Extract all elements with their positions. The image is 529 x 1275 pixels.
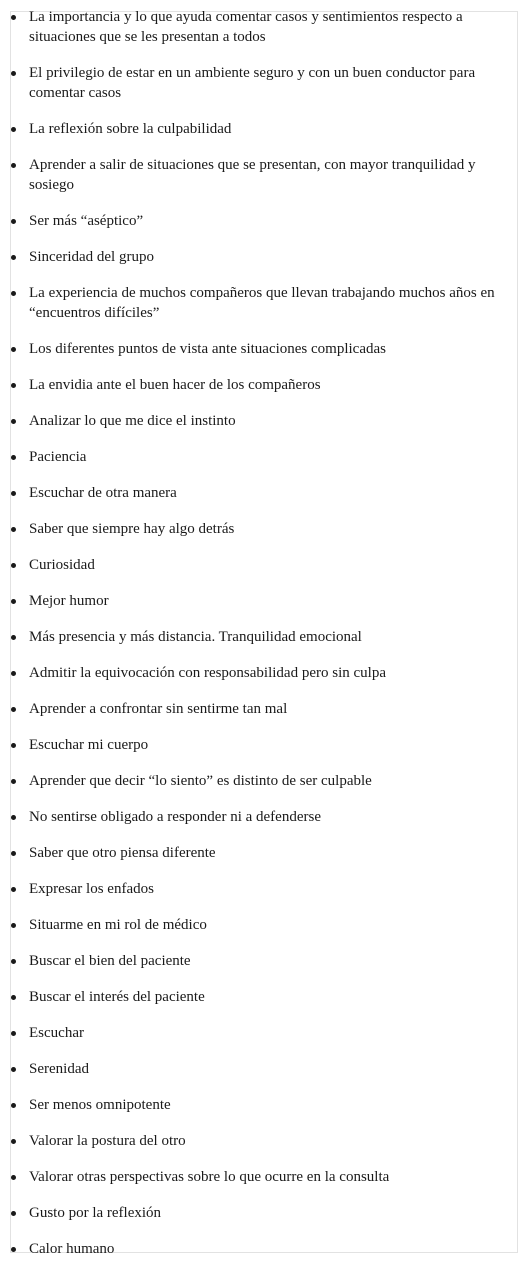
- list-item: [0, 843, 529, 863]
- list-item: [0, 519, 529, 539]
- list-item: [0, 807, 529, 827]
- list-item: [0, 155, 529, 195]
- bullet-icon: [11, 599, 16, 604]
- bullet-icon: [11, 219, 16, 224]
- list-item: [0, 247, 529, 267]
- list-item-text: Mejor humor: [29, 593, 109, 609]
- list-item-text: Más presencia y más distancia. Tranquilidad emocional: [29, 629, 362, 645]
- list-item: [0, 1239, 529, 1259]
- list-item-text: Aprender que decir “lo siento” es distinto de ser culpable: [29, 773, 372, 789]
- bullet-icon: [11, 71, 16, 76]
- list-item: [0, 63, 529, 103]
- list-item: [0, 1095, 529, 1115]
- list-item-text: Analizar lo que me dice el instinto: [29, 413, 236, 429]
- list-item-text: Escuchar: [29, 1025, 84, 1041]
- list-item: [0, 1167, 529, 1187]
- list-item-text: Curiosidad: [29, 557, 95, 573]
- list-item-text: Situarme en mi rol de médico: [29, 917, 207, 933]
- list-item: [0, 1059, 529, 1079]
- list-item: [0, 735, 529, 755]
- bullet-icon: [11, 1211, 16, 1216]
- bullet-icon: [11, 383, 16, 388]
- list-item-text: Buscar el interés del paciente: [29, 989, 205, 1005]
- bullet-icon: [11, 291, 16, 296]
- list-item: [0, 951, 529, 971]
- bullet-icon: [11, 1247, 16, 1252]
- list-item-text: Ser menos omnipotente: [29, 1097, 171, 1113]
- list-item: [0, 447, 529, 467]
- list-item-text: La reflexión sobre la culpabilidad: [29, 121, 232, 137]
- bullet-icon: [11, 779, 16, 784]
- bullet-icon: [11, 923, 16, 928]
- bullet-icon: [11, 815, 16, 820]
- list-item-text: Ser más “aséptico”: [29, 213, 144, 229]
- list-item: [0, 771, 529, 791]
- bullet-icon: [11, 163, 16, 168]
- bullet-icon: [11, 851, 16, 856]
- list-item: [0, 1203, 529, 1223]
- bullet-icon: [11, 419, 16, 424]
- list-item-text: Los diferentes puntos de vista ante situaciones complicadas: [29, 341, 386, 357]
- list-item-text: No sentirse obligado a responder ni a defenderse: [29, 809, 321, 825]
- list-item: [0, 1131, 529, 1151]
- list-item: [0, 627, 529, 647]
- list-item-text: La importancia y lo que ayuda comentar casos y sentimientos respecto a situaciones que se les presentan a todos: [29, 9, 463, 45]
- list-item-text: Paciencia: [29, 449, 87, 465]
- bullet-icon: [11, 347, 16, 352]
- bullet-icon: [11, 1175, 16, 1180]
- bullet-icon: [11, 527, 16, 532]
- list-item-text: Valorar otras perspectivas sobre lo que ocurre en la consulta: [29, 1169, 390, 1185]
- bullet-icon: [11, 1139, 16, 1144]
- list-item-text: Buscar el bien del paciente: [29, 953, 191, 969]
- list-item-text: Saber que otro piensa diferente: [29, 845, 216, 861]
- list-item: [0, 483, 529, 503]
- list-item-text: Gusto por la reflexión: [29, 1205, 162, 1221]
- list-item: [0, 1023, 529, 1043]
- bullet-icon: [11, 635, 16, 640]
- bullet-icon: [11, 127, 16, 132]
- list-item: [0, 987, 529, 1007]
- list-item: [0, 411, 529, 431]
- list-item-text: Aprender a salir de situaciones que se presentan, con mayor tranquilidad y sosiego: [29, 157, 476, 193]
- bullet-icon: [11, 959, 16, 964]
- bullet-icon: [11, 995, 16, 1000]
- list-item: [0, 591, 529, 611]
- list-item: [0, 283, 529, 323]
- list-item-text: Sinceridad del grupo: [29, 249, 154, 265]
- bullet-icon: [11, 255, 16, 260]
- list-item-text: Escuchar mi cuerpo: [29, 737, 149, 753]
- bullet-icon: [11, 455, 16, 460]
- list-item: [0, 7, 529, 47]
- list-item: [0, 555, 529, 575]
- bullet-icon: [11, 1031, 16, 1036]
- list-item: [0, 663, 529, 683]
- list-item-text: La envidia ante el buen hacer de los compañeros: [29, 377, 321, 393]
- list-item-text: Serenidad: [29, 1061, 89, 1077]
- list-item-text: El privilegio de estar en un ambiente seguro y con un buen conductor para comentar casos: [29, 65, 476, 101]
- list-item-text: Saber que siempre hay algo detrás: [29, 521, 235, 537]
- list-item-text: Aprender a confrontar sin sentirme tan mal: [29, 701, 288, 717]
- list-item: [0, 879, 529, 899]
- list-item-text: Valorar la postura del otro: [29, 1133, 186, 1149]
- list-item: [0, 211, 529, 231]
- bullet-icon: [11, 563, 16, 568]
- bullet-icon: [11, 1103, 16, 1108]
- list-item: [0, 119, 529, 139]
- list-item: [0, 375, 529, 395]
- list-item-text: La experiencia de muchos compañeros que llevan trabajando muchos años en “encuentros difíciles”: [29, 285, 495, 321]
- list-item: [0, 915, 529, 935]
- list-item-text: Calor humano: [29, 1241, 115, 1257]
- bullet-icon: [11, 743, 16, 748]
- bullet-icon: [11, 887, 16, 892]
- bullet-icon: [11, 15, 16, 20]
- list-item-text: Expresar los enfados: [29, 881, 154, 897]
- bullet-icon: [11, 491, 16, 496]
- list-item: [0, 699, 529, 719]
- list-item-text: Admitir la equivocación con responsabilidad pero sin culpa: [29, 665, 386, 681]
- list-item-text: Escuchar de otra manera: [29, 485, 177, 501]
- list-item: [0, 339, 529, 359]
- bullet-icon: [11, 707, 16, 712]
- bullet-icon: [11, 671, 16, 676]
- bullet-icon: [11, 1067, 16, 1072]
